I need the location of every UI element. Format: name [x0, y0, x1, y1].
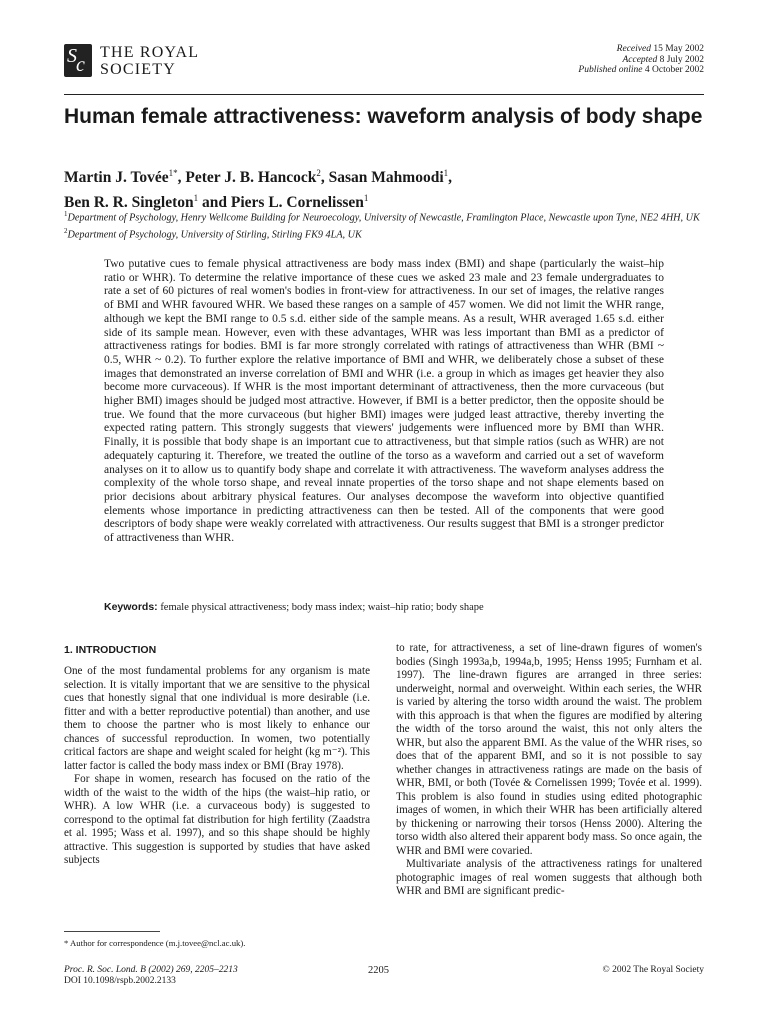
- footnote-rule: [64, 931, 160, 932]
- logo-line-2: SOCIETY: [100, 61, 176, 78]
- keywords-label: Keywords:: [104, 601, 158, 613]
- body-column-left: [64, 644, 370, 868]
- published-date: 4 October 2002: [644, 65, 704, 75]
- doi: DOI 10.1098/rspb.2002.2133: [64, 976, 176, 986]
- affiliation-text: Department of Psychology, Henry Wellcome Building for Neuroecology, University of Newcastle, Framlington Place, Newcastle upon Tyne, NE2 4HH, UK: [67, 212, 700, 224]
- paper-title: Human female attractiveness: waveform analysis of body shape: [64, 105, 703, 128]
- keywords: [104, 601, 664, 614]
- author-separator: ,: [177, 169, 186, 187]
- royal-society-emblem-icon: S c: [64, 44, 92, 77]
- logo-line-1: THE ROYAL: [100, 44, 200, 61]
- author-name: Piers L. Cornelissen: [230, 194, 364, 212]
- received-label: Received: [616, 44, 651, 54]
- received-date: 15 May 2002: [653, 44, 704, 54]
- keywords-text: female physical attractiveness; body mass index; waist–hip ratio; body shape: [160, 602, 484, 613]
- copyright: © 2002 The Royal Society: [602, 965, 704, 975]
- page-number: 2205: [368, 965, 389, 976]
- header-rule: [64, 94, 704, 95]
- author-affiliation-mark: 1: [363, 193, 369, 204]
- author-affiliation-mark: 2: [316, 168, 321, 178]
- author-list: [64, 163, 704, 213]
- royal-society-logo: [64, 44, 200, 80]
- accepted-label: Accepted: [622, 54, 658, 65]
- author-name: Martin J. Tovée: [64, 169, 169, 187]
- affiliation-1: [64, 208, 704, 225]
- author-name: Sasan Mahmoodi: [328, 169, 444, 187]
- author-affiliation-mark: 1: [193, 193, 199, 204]
- body-paragraph: One of the most fundamental problems for any organism is mate selection. It is vitally important that we are sensitive to the physical cues that honestly signal that one individual is more desirable (i.e. fitter and with a better reproductive potential) than another, and use them to choose the partner who is most likely to enhance our chances of successful reproduction. In women, two potentially critical factors are shape and weight scaled for height (kg m⁻²). This latter factor is called the body mass index or BMI (Bray 1978).: [64, 665, 370, 772]
- affiliations: [64, 208, 704, 242]
- body-column-right: [396, 642, 702, 899]
- journal-reference: Proc. R. Soc. Lond. B (2002) 269, 2205–2213: [64, 965, 238, 975]
- correspondence-footnote: * Author for correspondence (m.j.tovee@ncl.ac.uk).: [64, 938, 246, 948]
- body-paragraph: to rate, for attractiveness, a set of line-drawn figures of women's bodies (Singh 1993a,b, 1994a,b, 1995; Henss 1995; Furnham et al. 1997). The line-drawn figures are arranged in three series: underweight, normal and overweight. Within each series, the WHR is varied by altering the torso width around the waist. The problem with this approach is that when the figures are modified by altering the width of the torso around the waist, this not only alters the WHR, but also the apparent BMI. As the value of the WHR rises, so does that of the apparent BMI, and so it is not possible to say whether changes in attractiveness ratings are made on the basis of WHR, BMI, or both (Tovée & Cornelissen 1999; Tovée et al. 1999). This problem is also found in studies using edited photographic images of women, in which their WHR has been artificially altered by thickening or narrowing their torsos (Henss 2000). Altering the torso width also altered their apparent body mass. So once again, the WHR and BMI were covaried.: [396, 642, 702, 857]
- body-paragraph: Multivariate analysis of the attractiveness ratings for unaltered photographic images of real women suggests that although both WHR and BMI are significant predic-: [396, 858, 702, 897]
- published-label: Published online: [578, 65, 643, 75]
- author-name: Peter J. B. Hancock: [185, 169, 317, 187]
- author-separator: and: [198, 194, 231, 212]
- author-separator: ,: [320, 169, 329, 187]
- author-affiliation-mark: 1: [443, 168, 449, 178]
- affiliation-mark: 1: [64, 210, 68, 218]
- author-name: Ben R. R. Singleton: [64, 194, 194, 212]
- publication-dates: [578, 44, 704, 76]
- journal-citation: [64, 965, 238, 987]
- section-heading-introduction: 1. INTRODUCTION: [64, 644, 157, 656]
- affiliation-mark: 2: [64, 226, 68, 235]
- abstract: Two putative cues to female physical attractiveness are body mass index (BMI) and shape (particularly the waist–hip ratio or WHR). To determine the relative importance of these cues we asked 23 male and 23 female undergraduates to rate a set of 60 pictures of real women's bodies in front-view for attractiveness. In our set of images, the relative ranges of BMI and WHR favoured WHR. We based these ranges on a sample of 457 women. We did not limit the WHR range, although we kept the BMI range to 0.5 s.d. either side of the sample means. As a result, WHR averaged 1.65 s.d. either side of its sample mean. However, even with these advantages, WHR was less important than BMI as a predictor of attractiveness ratings for bodies. BMI is far more strongly correlated with ratings of attractiveness than WHR (BMI ~ 0.5, WHR ~ 0.2). To further explore the relative importance of BMI and WHR, we deliberately chose a subset of these images that demonstrated an inverse correlation of BMI and WHR (i.e. a group in which as images get heavier they also become more curvaceous). If WHR is the most important determinant of attractiveness, then the more curvaceous (but higher BMI) images should be judged most attractive. However, if BMI is a better predictor, then the opposite should be true. We found that the more curvaceous (but higher BMI) images were judged least attractive, thereby inverting the expected rating pattern. This strongly suggests that viewers' judgements were influenced more by BMI than WHR. Finally, it is possible that body shape is an important cue to attractiveness, but that simple ratios (such as WHR) are not adequately capturing it. Therefore, we treated the outline of the torso as a waveform and carried out a set of waveform analyses on it to allow us to quantify body shape and correlate it with attractiveness. The waveform analyses address the complexity of the whole torso shape, and reveal innate properties of the torso shape and not shape elements based on prior decisions about arbitrary physical features. Our analyses decompose the waveform into objective quantified elements whose importance in predicting attractiveness can then be tested. All of the components that were good descriptors of body shape were weakly correlated with attractiveness. Our results suggest that BMI is a stronger predictor of attractiveness than WHR.: [104, 258, 664, 545]
- author-affiliation-mark: 1*: [168, 168, 178, 178]
- affiliation-text: Department of Psychology, University of Stirling, Stirling FK9 4LA, UK: [67, 229, 362, 241]
- affiliation-2: [64, 225, 704, 242]
- author-separator: ,: [448, 169, 453, 187]
- body-paragraph: For shape in women, research has focused on the ratio of the width of the waist to the width of the hips (the waist–hip ratio, or WHR). A low WHR (i.e. a curvaceous body) is suggested to correspond to the optimal fat distribution for high fertility (Zaadstra et al. 1995; Wass et al. 1997), and so this shape should be highly attractive. This suggestion is supported by studies that have asked subjects: [64, 773, 370, 866]
- accepted-date: 8 July 2002: [659, 54, 704, 65]
